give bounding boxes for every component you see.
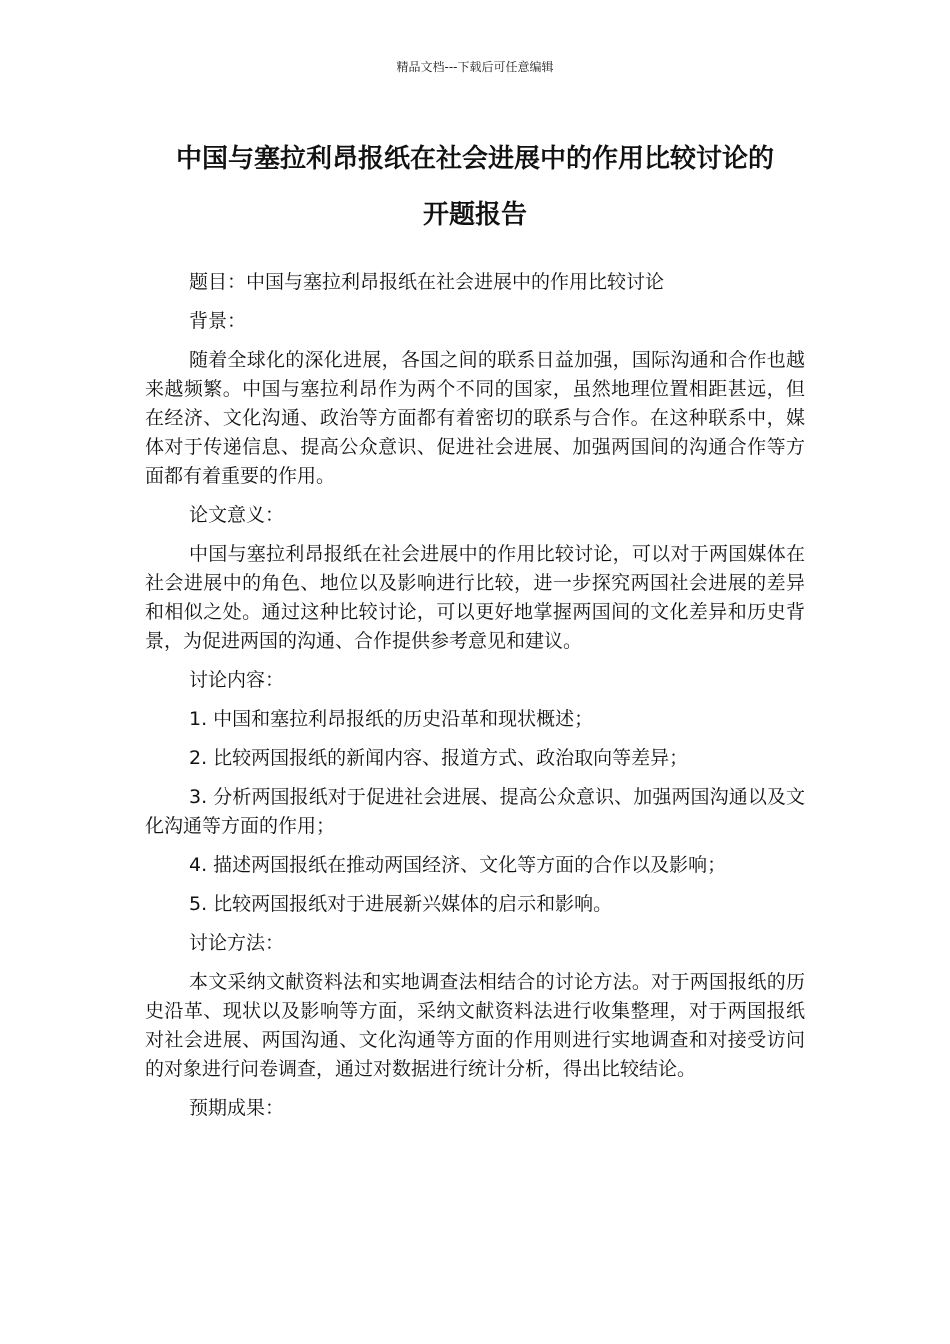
background-heading: 背景： [189,310,247,332]
content-item-1: 1. 中国和塞拉利昂报纸的历史沿革和现状概述； [189,708,594,730]
document-title-line-1: 中国与塞拉利昂报纸在社会进展中的作用比较讨论的 [175,144,774,174]
topic-paragraph: 题目：中国与塞拉利昂报纸在社会进展中的作用比较讨论 [189,271,665,293]
expected-results-heading: 预期成果： [189,1097,285,1119]
document-body [145,268,805,1133]
content-item-5: 5. 比较两国报纸对于进展新兴媒体的启示和影响。 [189,893,613,915]
header-note: 精品文档---下载后可任意编辑 [396,60,554,74]
method-heading: 讨论方法： [189,932,285,954]
significance-heading: 论文意义： [189,504,285,526]
content-heading: 讨论内容： [189,669,285,691]
background-paragraph: 随着全球化的深化进展，各国之间的联系日益加强，国际沟通和合作也越来越频繁。中国与塞拉利昂作为两个不同的国家，虽然地理位置相距甚远，但在经济、文化沟通、政治等方面都有着密切的联系与合作。在这种联系中，媒体对于传递信息、提高公众意识、促进社会进展、加强两国间的沟通合作等方面都有着重要的作用。 [145,349,805,487]
content-item-3: 3. 分析两国报纸对于促进社会进展、提高公众意识、加强两国沟通以及文化沟通等方面的作用； [145,786,805,837]
method-paragraph: 本文采纳文献资料法和实地调查法相结合的讨论方法。对于两国报纸的历史沿革、现状以及影响等方面，采纳文献资料法进行收集整理，对于两国报纸对社会进展、两国沟通、文化沟通等方面的作用则进行实地调查和对接受访问的对象进行问卷调查，通过对数据进行统计分析，得出比较结论。 [145,971,805,1080]
content-item-2: 2. 比较两国报纸的新闻内容、报道方式、政治取向等差异； [189,747,689,769]
document-title-line-2: 开题报告 [422,200,527,230]
content-item-4: 4. 描述两国报纸在推动两国经济、文化等方面的合作以及影响； [189,854,727,876]
significance-paragraph: 中国与塞拉利昂报纸在社会进展中的作用比较讨论，可以对于两国媒体在社会进展中的角色、地位以及影响进行比较，进一步探究两国社会进展的差异和相似之处。通过这种比较讨论，可以更好地掌握两国间的文化差异和历史背景，为促进两国的沟通、合作提供参考意见和建议。 [145,543,805,652]
